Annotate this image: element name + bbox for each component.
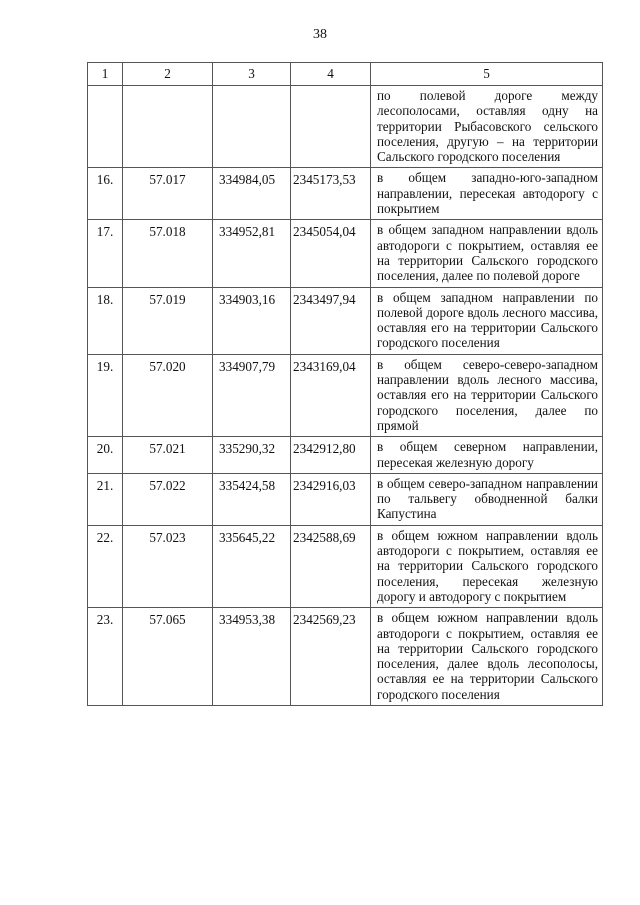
- table-row: [88, 473, 603, 525]
- point-code: [123, 86, 213, 168]
- column-header-5: 5: [371, 63, 603, 86]
- point-code: 57.019: [123, 287, 213, 354]
- row-number: [88, 86, 123, 168]
- point-code: 57.020: [123, 354, 213, 436]
- coordinate-x: 334984,05: [213, 168, 291, 220]
- boundary-description: в общем южном направлении вдоль автодороги с покрытием, оставляя ее на территории Сальского городского поселения, пересекая железную дорогу и автодорогу с покрытием: [371, 525, 603, 607]
- table-header-row: [88, 63, 603, 86]
- page-number: 38: [313, 27, 327, 42]
- table-row: [88, 437, 603, 474]
- table-row: [88, 220, 603, 287]
- boundary-description: в общем западно-юго-западном направлении, пересекая автодорогу с покрытием: [371, 168, 603, 220]
- row-number: 22.: [88, 525, 123, 607]
- boundary-description: по полевой дороге между лесополосами, оставляя одну на территории Рыбасовского сельского поселения, другую – на территории Сальского городского поселения: [371, 86, 603, 168]
- column-header-4: 4: [291, 63, 371, 86]
- table-row: [88, 287, 603, 354]
- point-code: 57.065: [123, 608, 213, 706]
- coordinate-y: 2345054,04: [291, 220, 371, 287]
- coordinate-x: 335424,58: [213, 473, 291, 525]
- column-header-2: 2: [123, 63, 213, 86]
- coordinate-x: [213, 86, 291, 168]
- boundary-description: в общем северо-западном направлении по тальвегу обводненной балки Капустина: [371, 473, 603, 525]
- coordinate-y: 2342569,23: [291, 608, 371, 706]
- coordinate-y: 2342912,80: [291, 437, 371, 474]
- boundary-description: в общем южном направлении вдоль автодороги с покрытием, оставляя ее на территории Сальского городского поселения, далее вдоль лесополосы, оставляя ее на территории Сальского городского поселения: [371, 608, 603, 706]
- boundary-description: в общем северном направлении, пересекая железную дорогу: [371, 437, 603, 474]
- row-number: 18.: [88, 287, 123, 354]
- boundary-description: в общем западном направлении вдоль автодороги с покрытием, оставляя ее на территории Сальского городского поселения, далее по полевой дороге: [371, 220, 603, 287]
- point-code: 57.017: [123, 168, 213, 220]
- table-row: [88, 608, 603, 706]
- point-code: 57.018: [123, 220, 213, 287]
- coordinate-y: [291, 86, 371, 168]
- coordinate-y: 2342588,69: [291, 525, 371, 607]
- coordinate-y: 2343169,04: [291, 354, 371, 436]
- coordinate-x: 334903,16: [213, 287, 291, 354]
- point-code: 57.022: [123, 473, 213, 525]
- table-row: [88, 354, 603, 436]
- column-header-3: 3: [213, 63, 291, 86]
- coordinate-y: 2345173,53: [291, 168, 371, 220]
- boundary-description: в общем западном направлении по полевой дороге вдоль лесного массива, оставляя его на территории Сальского городского поселения: [371, 287, 603, 354]
- table-row: [88, 86, 603, 168]
- coordinate-x: 335290,32: [213, 437, 291, 474]
- coordinate-x: 334952,81: [213, 220, 291, 287]
- coordinate-y: 2343497,94: [291, 287, 371, 354]
- boundary-table: [87, 62, 603, 706]
- coordinate-x: 334907,79: [213, 354, 291, 436]
- table-row: [88, 168, 603, 220]
- point-code: 57.021: [123, 437, 213, 474]
- coordinate-x: 334953,38: [213, 608, 291, 706]
- table-row: [88, 525, 603, 607]
- coordinate-y: 2342916,03: [291, 473, 371, 525]
- row-number: 16.: [88, 168, 123, 220]
- column-header-1: 1: [88, 63, 123, 86]
- row-number: 23.: [88, 608, 123, 706]
- coordinate-x: 335645,22: [213, 525, 291, 607]
- row-number: 17.: [88, 220, 123, 287]
- point-code: 57.023: [123, 525, 213, 607]
- row-number: 21.: [88, 473, 123, 525]
- row-number: 19.: [88, 354, 123, 436]
- row-number: 20.: [88, 437, 123, 474]
- boundary-description: в общем северо-северо-западном направлении вдоль лесного массива, оставляя его на территории Сальского городского поселения, далее по прямой: [371, 354, 603, 436]
